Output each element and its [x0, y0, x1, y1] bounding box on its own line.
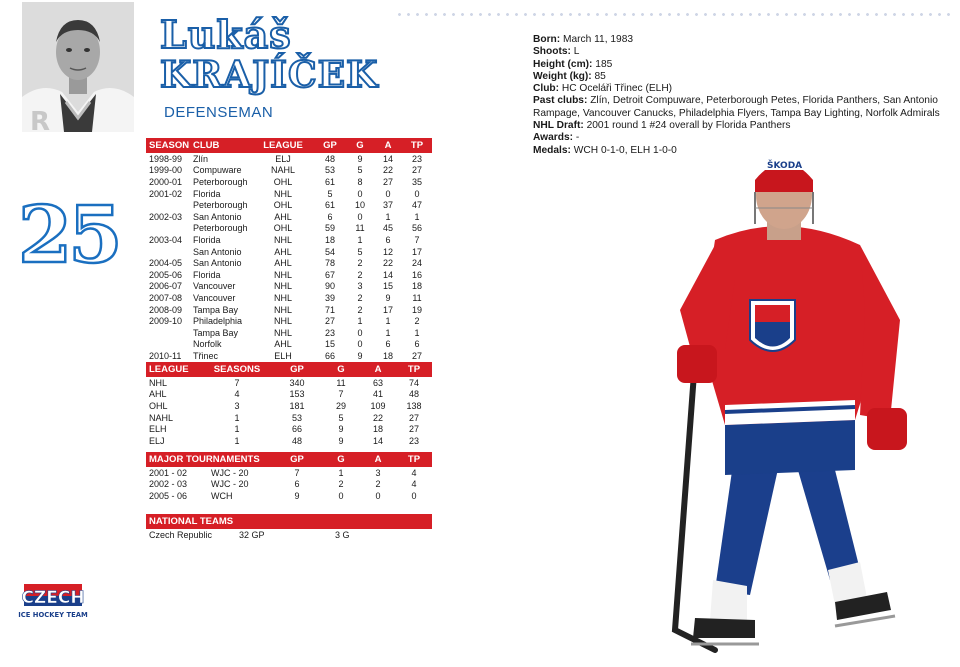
table-row	[146, 304, 432, 316]
table-cell: AHL	[274, 339, 292, 350]
table-cell: 11	[412, 292, 422, 303]
table-cell: 71	[324, 304, 335, 315]
svg-text:ŠKODA: ŠKODA	[767, 161, 803, 171]
table-cell: Zlín	[193, 153, 209, 164]
col-header: A	[374, 138, 402, 153]
table-row	[146, 315, 432, 327]
bio-value: 85	[594, 70, 606, 82]
table-cell: 0	[357, 188, 363, 199]
bio-value: 185	[595, 58, 613, 70]
table-cell: 2002 - 03	[149, 479, 188, 490]
table-cell: 1	[385, 316, 391, 327]
table-cell: 4	[411, 479, 417, 490]
table-cell	[146, 327, 190, 339]
table-cell: 9	[357, 153, 363, 164]
table-cell: ELH	[149, 424, 167, 435]
table-cell: 2009-10	[149, 316, 183, 327]
table-cell: AHL	[274, 246, 292, 257]
table-cell: OHL	[149, 400, 168, 411]
table-cell: 1999-00	[149, 165, 183, 176]
table-row	[146, 400, 432, 412]
table-cell: 6	[385, 234, 391, 245]
table-cell: 2008-09	[149, 304, 183, 315]
col-header: TP	[402, 138, 432, 153]
table-cell	[146, 199, 190, 211]
table-cell: 35	[411, 176, 422, 187]
table-cell: 61	[324, 176, 335, 187]
table-cell: 15	[382, 281, 393, 292]
table-cell: Vancouver	[193, 292, 236, 303]
table-cell: 1998-99	[149, 153, 183, 164]
table-cell: Czech Republic	[149, 529, 213, 540]
table-cell: 2	[357, 292, 363, 303]
table-cell: 37	[382, 200, 393, 211]
table-cell: 10	[354, 200, 365, 211]
table-cell: NHL	[273, 292, 292, 303]
table-cell: 7	[294, 467, 300, 478]
table-cell: 1	[414, 211, 420, 222]
table-cell: 1	[385, 211, 391, 222]
table-row	[146, 234, 432, 246]
tournaments-table	[146, 452, 432, 502]
table-row	[146, 281, 432, 293]
table-row	[146, 292, 432, 304]
bio-label: Height (cm):	[533, 58, 593, 70]
table-cell: 2002-03	[149, 211, 183, 222]
table-cell: 53	[324, 165, 335, 176]
national-teams-table	[146, 514, 432, 541]
table-cell: Florida	[193, 234, 221, 245]
table-cell: 16	[411, 269, 422, 280]
col-header: TP	[396, 452, 432, 467]
table-cell: Florida	[193, 188, 221, 199]
table-cell: 5	[327, 188, 333, 199]
table-cell: 4	[411, 467, 417, 478]
table-cell: AHL	[274, 211, 292, 222]
bio-label: Medals:	[533, 144, 571, 156]
table-header-row	[146, 138, 432, 153]
table-cell: 22	[382, 258, 393, 269]
table-cell: 9	[357, 350, 363, 361]
jersey-number: 25	[18, 190, 119, 281]
table-row	[146, 188, 432, 200]
table-header-row	[146, 514, 432, 529]
table-cell: 8	[357, 176, 363, 187]
player-position: DEFENSEMAN	[164, 104, 274, 121]
table-cell: NHL	[273, 281, 292, 292]
table-cell: 1	[357, 234, 363, 245]
table-row	[146, 350, 432, 362]
table-cell: OHL	[273, 223, 293, 234]
table-cell: 7	[234, 377, 240, 388]
table-cell: 1	[357, 316, 363, 327]
table-cell: 27	[408, 424, 419, 435]
table-cell: 5	[357, 246, 363, 257]
table-cell: Vancouver	[193, 281, 236, 292]
bio-value: HC Oceláři Třinec (ELH)	[561, 83, 673, 95]
table-cell: 2007-08	[149, 292, 183, 303]
table-cell: WJC - 20	[211, 467, 249, 478]
bio-label: Club:	[533, 83, 560, 95]
bio-label: Past clubs:	[533, 95, 588, 107]
bio-value: L	[573, 46, 580, 58]
col-header: GP	[314, 138, 346, 153]
table-cell: 12	[382, 246, 393, 257]
table-row	[146, 153, 432, 165]
table-cell: 3	[375, 467, 381, 478]
table-cell: 2001-02	[149, 188, 183, 199]
player-first-name: Lukáš	[160, 12, 292, 57]
player-action-photo	[655, 150, 915, 662]
table-cell: 2005-06	[149, 269, 183, 280]
table-cell: 2	[414, 316, 420, 327]
table-cell: 53	[291, 412, 302, 423]
table-cell: Peterborough	[193, 223, 248, 234]
table-cell: 153	[289, 389, 305, 400]
table-cell: 2003-04	[149, 234, 183, 245]
table-cell: 6	[414, 339, 420, 350]
table-cell: 66	[291, 424, 302, 435]
table-row	[146, 467, 432, 479]
player-bio	[533, 34, 953, 157]
table-cell: 27	[324, 316, 335, 327]
table-cell: 2004-05	[149, 258, 183, 269]
col-header: SEASONS	[202, 362, 272, 377]
table-cell: 5	[338, 412, 344, 423]
table-cell: 0	[385, 188, 391, 199]
table-cell: 1	[234, 412, 240, 423]
table-cell: 63	[372, 377, 383, 388]
table-cell: 1	[234, 435, 240, 446]
table-cell: 1	[414, 327, 420, 338]
table-row	[146, 479, 432, 491]
table-cell: AHL	[274, 258, 292, 269]
table-cell: NAHL	[149, 412, 174, 423]
player-last-name: KRAJÍČEK	[160, 54, 379, 96]
season-stats-table	[146, 138, 432, 362]
bio-value: 2001 round 1 #24 overall by Florida Panthers	[586, 120, 791, 132]
table-cell: 29	[335, 400, 346, 411]
bio-label: NHL Draft:	[533, 120, 584, 132]
table-cell: 2006-07	[149, 281, 183, 292]
table-cell: 1	[234, 424, 240, 435]
table-cell: 59	[324, 223, 335, 234]
table-row	[146, 199, 432, 211]
table-row	[146, 423, 432, 435]
czech-ice-hockey-logo	[18, 582, 88, 622]
table-cell: Compuware	[193, 165, 242, 176]
table-cell: 9	[294, 490, 300, 501]
table-cell: 14	[382, 269, 393, 280]
table-cell: 7	[338, 389, 344, 400]
table-cell: 6	[294, 479, 300, 490]
table-row	[146, 529, 432, 541]
table-cell: 27	[382, 176, 393, 187]
table-row	[146, 377, 432, 389]
table-header-row	[146, 452, 432, 467]
table-cell: 11	[355, 223, 365, 234]
col-header: G	[322, 452, 360, 467]
table-cell: San Antonio	[193, 258, 242, 269]
table-row	[146, 257, 432, 269]
bio-label: Awards:	[533, 132, 574, 144]
table-cell: 1	[385, 327, 391, 338]
table-cell: NHL	[273, 234, 292, 245]
table-cell: Peterborough	[193, 176, 248, 187]
col-header: SEASON	[146, 138, 190, 153]
table-header-row	[146, 362, 432, 377]
table-cell: 9	[338, 435, 344, 446]
table-cell: 0	[357, 339, 363, 350]
table-cell: 3 G	[335, 529, 350, 540]
table-cell: 19	[411, 304, 422, 315]
table-cell: 14	[382, 153, 393, 164]
table-cell: 138	[406, 400, 422, 411]
table-cell: 47	[411, 200, 422, 211]
table-row	[146, 211, 432, 223]
table-cell: 18	[411, 281, 422, 292]
table-cell: ELJ	[149, 435, 165, 446]
table-cell: 48	[324, 153, 335, 164]
col-header: NATIONAL TEAMS	[146, 514, 432, 529]
table-cell: 3	[357, 281, 363, 292]
table-cell: 2	[375, 479, 381, 490]
table-cell: WCH	[211, 490, 233, 501]
table-cell: 2005 - 06	[149, 490, 188, 501]
col-header: CLUB	[190, 138, 252, 153]
decorative-dots	[395, 10, 955, 20]
col-header: MAJOR TOURNAMENTS	[146, 452, 272, 467]
table-cell: 7	[414, 234, 420, 245]
table-cell: 2010-11	[149, 350, 182, 361]
table-cell: 14	[372, 435, 383, 446]
table-cell: ELJ	[275, 153, 291, 164]
table-cell: 66	[324, 350, 335, 361]
table-cell: NHL	[149, 377, 168, 388]
table-row	[146, 412, 432, 424]
table-cell: 9	[385, 292, 391, 303]
col-header: GP	[272, 362, 322, 377]
table-cell: 90	[324, 281, 335, 292]
table-cell: WJC - 20	[211, 479, 249, 490]
table-cell: 4	[234, 389, 240, 400]
table-cell: 0	[357, 211, 363, 222]
table-cell	[146, 223, 190, 235]
table-cell: Peterborough	[193, 200, 248, 211]
table-cell: 15	[324, 339, 335, 350]
col-header: LEAGUE	[146, 362, 202, 377]
table-cell: San Antonio	[193, 246, 242, 257]
table-cell: San Antonio	[193, 211, 242, 222]
col-header: G	[346, 138, 374, 153]
table-row	[146, 435, 432, 447]
logo-text-team: ICE HOCKEY TEAM	[18, 611, 88, 619]
table-cell: OHL	[273, 176, 293, 187]
table-cell: 27	[408, 412, 419, 423]
table-cell: 6	[327, 211, 333, 222]
table-cell: 67	[324, 269, 335, 280]
bio-label: Weight (kg):	[533, 70, 592, 82]
table-cell: 0	[414, 188, 420, 199]
table-cell: 18	[324, 234, 335, 245]
table-cell	[146, 246, 190, 258]
table-cell: 23	[324, 327, 335, 338]
table-cell: AHL	[149, 389, 167, 400]
logo-text-czech: CZECH	[21, 588, 85, 608]
table-cell: 48	[291, 435, 302, 446]
table-cell: 23	[408, 435, 419, 446]
table-cell: Třinec	[193, 350, 219, 361]
table-cell: 54	[324, 246, 335, 257]
table-cell: 74	[408, 377, 419, 388]
table-cell: 181	[289, 400, 305, 411]
league-totals-table	[146, 362, 432, 447]
table-row	[146, 246, 432, 258]
table-cell	[146, 339, 190, 351]
table-cell: 18	[372, 424, 383, 435]
table-cell: Philadelphia	[193, 316, 243, 327]
bio-value: Zlín, Detroit Compuware, Peterborough Petes, Florida Panthers, San Antonio Rampage, Vancouver Canucks, Philadelphia Flyers, Tampa Bay Lighting, Norfolk Admirals	[533, 95, 940, 119]
bio-value: -	[575, 132, 580, 144]
table-cell: 45	[382, 223, 393, 234]
table-cell: 23	[411, 153, 422, 164]
bio-label: Born:	[533, 34, 561, 45]
player-headshot	[22, 2, 134, 137]
table-row	[146, 490, 432, 502]
table-cell: 2	[357, 258, 363, 269]
table-cell: 27	[411, 165, 422, 176]
table-cell: 41	[372, 389, 383, 400]
table-cell: 27	[411, 350, 422, 361]
table-cell: 2	[357, 304, 363, 315]
table-cell: 5	[357, 165, 363, 176]
svg-text:R: R	[30, 107, 51, 137]
table-cell: 0	[338, 490, 344, 501]
table-cell: 61	[324, 200, 335, 211]
table-cell: 22	[372, 412, 383, 423]
table-cell: 11	[336, 377, 346, 388]
table-cell: Florida	[193, 269, 221, 280]
table-cell: 3	[234, 400, 240, 411]
table-cell: 48	[408, 389, 419, 400]
table-cell: 22	[382, 165, 393, 176]
table-cell: 2	[338, 479, 344, 490]
table-cell: 56	[411, 223, 422, 234]
table-cell: 39	[324, 292, 335, 303]
table-cell: Tampa Bay	[193, 304, 239, 315]
table-row	[146, 165, 432, 177]
table-cell: 109	[370, 400, 386, 411]
table-cell: NHL	[273, 327, 292, 338]
table-cell: 340	[289, 377, 305, 388]
col-header: TP	[396, 362, 432, 377]
col-header: G	[322, 362, 360, 377]
table-cell: 9	[338, 424, 344, 435]
table-cell: NHL	[273, 188, 292, 199]
table-cell: 17	[411, 246, 422, 257]
table-row	[146, 223, 432, 235]
col-header: GP	[272, 452, 322, 467]
table-cell: NHL	[273, 269, 292, 280]
table-cell: Tampa Bay	[193, 327, 239, 338]
table-row	[146, 339, 432, 351]
bio-value: WCH 0-1-0, ELH 1-0-0	[573, 144, 677, 156]
table-cell: 24	[411, 258, 422, 269]
bio-value: March 11, 1983	[563, 34, 634, 45]
col-header: A	[360, 362, 396, 377]
table-cell: 2001 - 02	[149, 467, 188, 478]
table-cell: NHL	[273, 304, 292, 315]
table-row	[146, 176, 432, 188]
table-cell: NHL	[273, 316, 292, 327]
table-cell: NAHL	[270, 165, 295, 176]
table-cell: 6	[385, 339, 391, 350]
table-row	[146, 327, 432, 339]
table-cell: 78	[324, 258, 335, 269]
table-cell: 0	[375, 490, 381, 501]
col-header: LEAGUE	[252, 138, 314, 153]
table-cell: 32 GP	[239, 529, 265, 540]
table-cell: Norfolk	[193, 339, 222, 350]
table-row	[146, 269, 432, 281]
table-cell: 0	[357, 327, 363, 338]
col-header: A	[360, 452, 396, 467]
table-cell: 2000-01	[149, 176, 183, 187]
table-cell: ELH	[274, 350, 292, 361]
table-cell: 17	[382, 304, 393, 315]
table-cell: 0	[411, 490, 417, 501]
table-cell: 2	[357, 269, 363, 280]
table-cell: 1	[338, 467, 344, 478]
bio-label: Shoots:	[533, 46, 571, 58]
table-cell: OHL	[273, 200, 293, 211]
table-row	[146, 389, 432, 401]
table-cell: 18	[382, 350, 393, 361]
